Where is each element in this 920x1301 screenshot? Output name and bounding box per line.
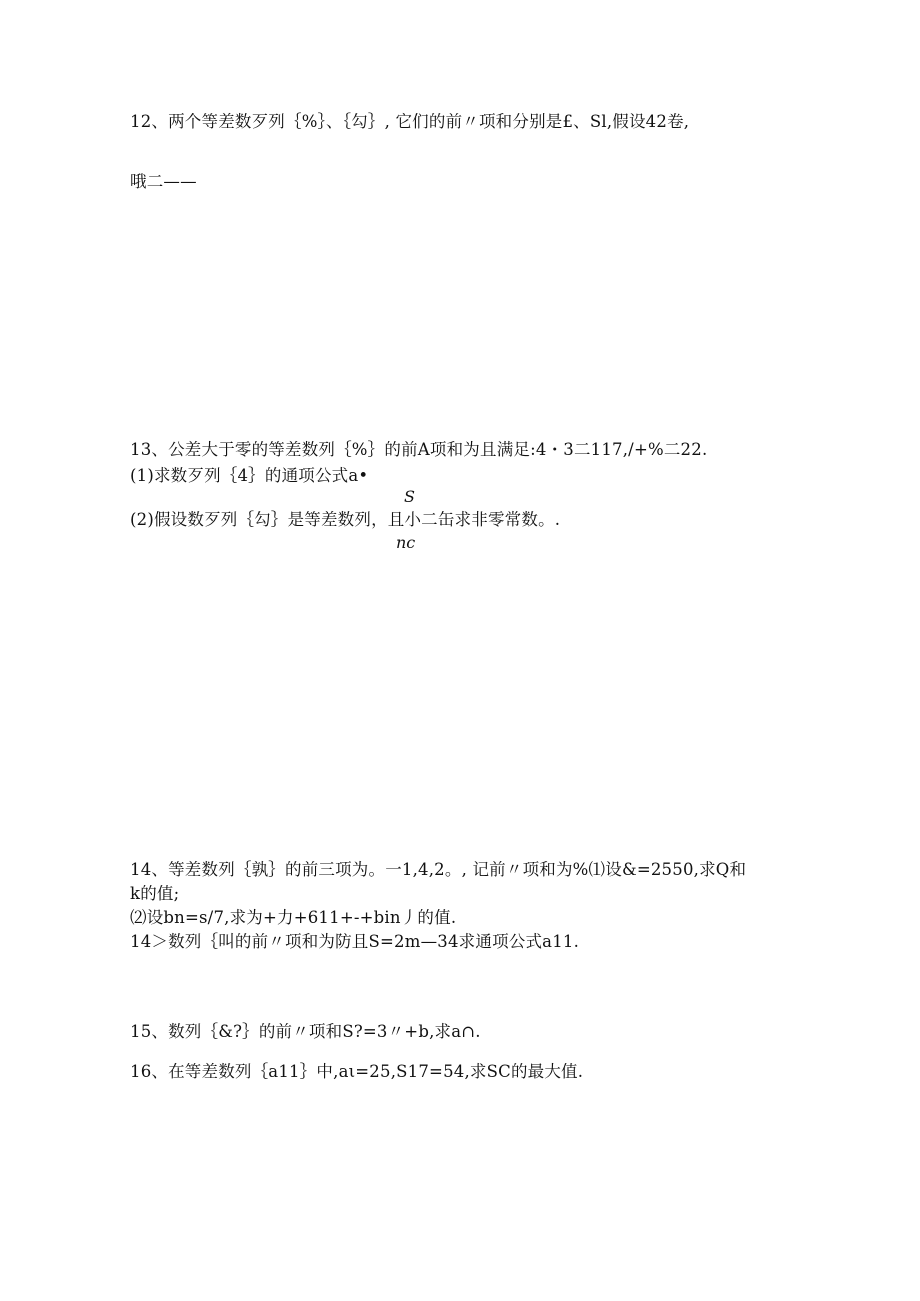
problem-16-line-1: 16、在等差数列｛a11｝中,aι=25,S17=54,求SC的最大值. [130, 1062, 584, 1081]
problem-15-line-1: 15、数列｛&?｝的前〃项和S?=3〃+b,求a∩. [130, 1022, 481, 1041]
problem-13-line-1: 13、公差大于零的等差数列｛%｝的前A项和为且满足:4・3二117,/+%二22. [130, 440, 708, 459]
problem-14-part-2: ⑵设bn=s/7,求为+力+611+-+bin丿的值. [130, 908, 457, 927]
problem-13-fraction-denominator: nc [396, 533, 416, 552]
problem-13-part-1: (1)求数歹列｛4｝的通项公式a• [130, 466, 369, 485]
problem-13-part-2: (2)假设数歹列｛勾｝是等差数列，且小二缶求非零常数。. [130, 510, 561, 529]
problem-14-line-1: 14、等差数列｛孰｝的前三项为。一1,4,2。, 记前〃项和为%⑴设&=2550,求Q和 [130, 860, 747, 879]
problem-14-line-2: k的值; [130, 884, 180, 903]
problem-14b-line-1: 14＞数列｛叫的前〃项和为防且S=2m—34求通项公式a11. [130, 932, 580, 951]
problem-12-line-1: 12、两个等差数歹列｛%｝、｛勾｝, 它们的前〃项和分别是£、Sl,假设42卷, [130, 112, 690, 131]
problem-13-fraction-numerator: S [404, 487, 415, 506]
problem-12-line-2: 哦二—— [130, 172, 197, 191]
